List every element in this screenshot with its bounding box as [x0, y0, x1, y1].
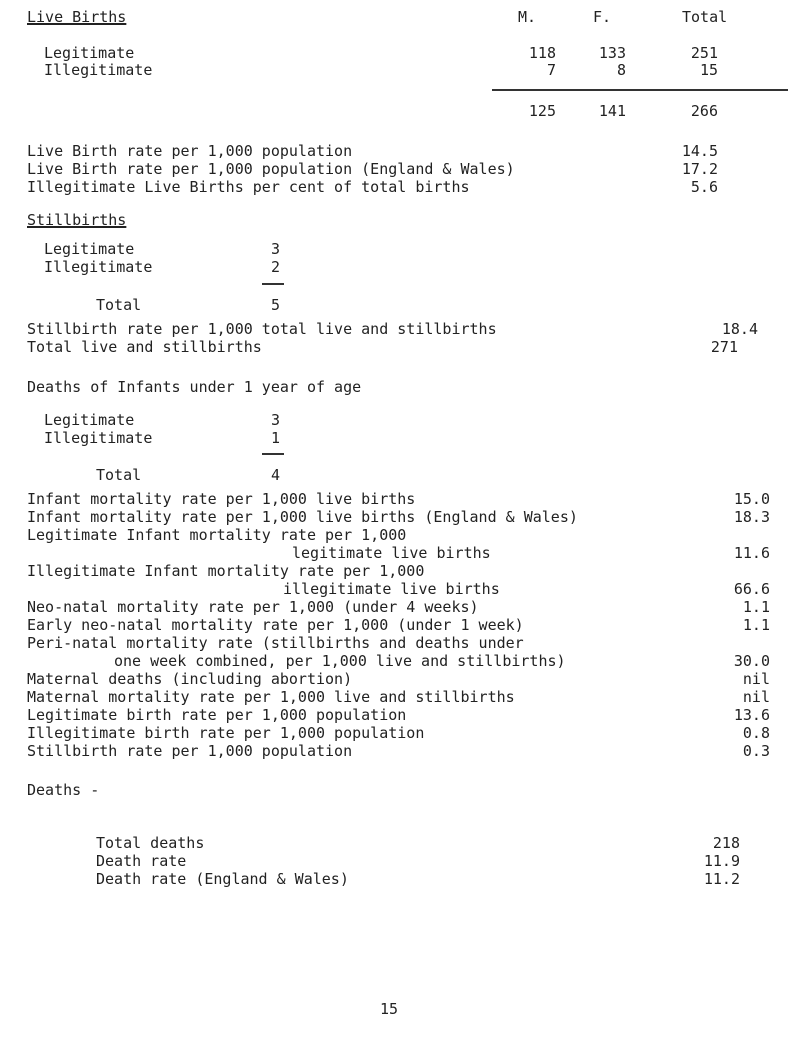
mortality-value: 1.1	[742, 616, 770, 634]
mortality-label: Maternal deaths (including abortion)	[27, 670, 353, 688]
total-ls-value: 271	[710, 338, 738, 356]
row-value: 3	[270, 240, 280, 258]
mortality-label: Stillbirth rate per 1,000 population	[27, 742, 353, 760]
row-value: 2	[270, 258, 280, 276]
mortality-label: Illegitimate birth rate per 1,000 population	[27, 724, 425, 742]
mortality-label: Peri-natal mortality rate (stillbirths and deaths under	[27, 634, 524, 652]
deaths-value: 218	[712, 834, 740, 852]
row-value: 3	[270, 411, 280, 429]
row-label: Illegitimate	[44, 429, 153, 447]
total-value: 251	[690, 44, 718, 62]
m-value: 7	[546, 61, 556, 79]
f-value: 8	[616, 61, 626, 79]
mortality-value: 30.0	[733, 652, 770, 670]
deaths-heading: Deaths -	[27, 781, 100, 799]
mortality-label: Maternal mortality rate per 1,000 live and stillbirths	[27, 688, 515, 706]
stillbirth-rate-value: 18.4	[721, 320, 758, 338]
mortality-value: nil	[742, 688, 770, 706]
row-label: Illegitimate	[44, 61, 153, 79]
col-total-header: Total	[682, 8, 728, 26]
grand-total: 266	[690, 102, 718, 120]
deaths-label: Death rate	[96, 852, 187, 870]
col-f-header: F.	[593, 8, 612, 26]
row-value: 1	[270, 429, 280, 447]
row-label: Legitimate	[44, 44, 135, 62]
deaths-value: 11.2	[703, 870, 740, 888]
total-ls-label: Total live and stillbirths	[27, 338, 262, 356]
total-rule	[262, 283, 284, 285]
f-total: 141	[598, 102, 626, 120]
rate-value: 17.2	[681, 160, 718, 178]
row-label: Legitimate	[44, 240, 135, 258]
mortality-label: Legitimate Infant mortality rate per 1,000	[27, 526, 407, 544]
mortality-value: 66.6	[733, 580, 770, 598]
mortality-label: Infant mortality rate per 1,000 live births (England & Wales)	[27, 508, 578, 526]
total-value: 5	[270, 296, 280, 314]
mortality-label-cont: legitimate live births	[292, 544, 491, 562]
mortality-label-cont: illegitimate live births	[283, 580, 500, 598]
total-label: Total	[96, 466, 142, 484]
total-value: 4	[270, 466, 280, 484]
mortality-value: 13.6	[733, 706, 770, 724]
mortality-label: Legitimate birth rate per 1,000 population	[27, 706, 407, 724]
rate-value: 14.5	[681, 142, 718, 160]
mortality-value: 18.3	[733, 508, 770, 526]
total-label: Total	[96, 296, 142, 314]
stillbirths-heading: Stillbirths	[27, 211, 127, 229]
mortality-value: 1.1	[742, 598, 770, 616]
row-label: Legitimate	[44, 411, 135, 429]
totals-rule	[492, 89, 788, 91]
infant-deaths-heading: Deaths of Infants under 1 year of age	[27, 378, 362, 396]
m-total: 125	[528, 102, 556, 120]
total-rule	[262, 453, 284, 455]
deaths-label: Total deaths	[96, 834, 205, 852]
rate-label: Live Birth rate per 1,000 population	[27, 142, 353, 160]
deaths-value: 11.9	[703, 852, 740, 870]
deaths-label: Death rate (England & Wales)	[96, 870, 349, 888]
mortality-label: Early neo-natal mortality rate per 1,000 (under 1 week)	[27, 616, 524, 634]
stillbirth-rate-label: Stillbirth rate per 1,000 total live and stillbirths	[27, 320, 497, 338]
mortality-value: 11.6	[733, 544, 770, 562]
mortality-label-cont: one week combined, per 1,000 live and stillbirths)	[114, 652, 566, 670]
col-m-header: M.	[518, 8, 537, 26]
live-births-heading: Live Births	[27, 8, 127, 26]
total-value: 15	[699, 61, 718, 79]
f-value: 133	[598, 44, 626, 62]
m-value: 118	[528, 44, 556, 62]
rate-label: Illegitimate Live Births per cent of total births	[27, 178, 470, 196]
mortality-label: Infant mortality rate per 1,000 live births	[27, 490, 416, 508]
mortality-value: 15.0	[733, 490, 770, 508]
rate-value: 5.6	[690, 178, 718, 196]
page-number: 15	[380, 1000, 399, 1018]
row-label: Illegitimate	[44, 258, 153, 276]
mortality-label: Illegitimate Infant mortality rate per 1,000	[27, 562, 425, 580]
mortality-label: Neo-natal mortality rate per 1,000 (under 4 weeks)	[27, 598, 479, 616]
mortality-value: 0.8	[742, 724, 770, 742]
mortality-value: 0.3	[742, 742, 770, 760]
mortality-value: nil	[742, 670, 770, 688]
rate-label: Live Birth rate per 1,000 population (England & Wales)	[27, 160, 515, 178]
